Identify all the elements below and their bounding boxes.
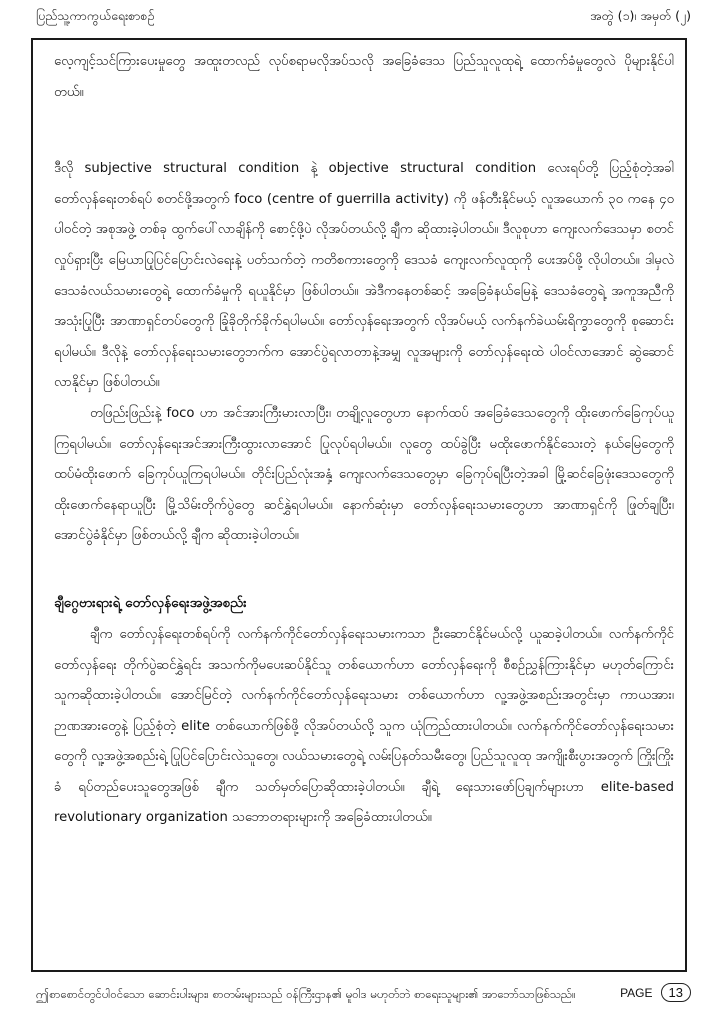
article-body [54,47,674,834]
page-header [36,6,691,32]
issue-number: အတွဲ (၁)၊ အမှတ် (၂) [589,8,691,23]
publication-title: ပြည်သူ့ကာကွယ်ရေးစာစဉ် [36,8,155,23]
disclaimer-note: ဤစာစောင်တွင်ပါဝင်သော ဆောင်းပါးများ၊ စာတမ်းများသည် ဝန်ကြီးဌာန၏ မူဝါဒ မဟုတ်ဘဲ စာရေးသူများ၏ အာဘော်သာဖြစ်သည်။ [36,987,576,1001]
page-footer [36,983,691,1007]
section-spacer [54,552,674,588]
paragraph-4: ချီက တော်လှန်ရေးတစ်ရပ်ကို လက်နက်ကိုင်တော်လှန်ရေးသမားကသာ ဦးဆောင်နိုင်မယ်လို့ ယူဆခဲ့ပါတယ်။ လက်နက်ကိုင်တော်လှန်ရေး တိုက်ပွဲဆင်နွှဲရင်း အသက်ကိုမပေးဆပ်နိုင်သူ တစ်ယောက်ဟာ တော်လှန်ရေးကို စီစဉ်ညွှန်ကြားနိုင်မှာ မဟုတ်ကြောင်း သူကဆိုထားခဲ့ပါတယ်။ အောင်မြင်တဲ့ လက်နက်ကိုင်တော်လှန်ရေးသမား တစ်ယောက်ဟာ လူ့အဖွဲ့အစည်းအတွင်းမှာ ကာယအား၊ ဉာဏအားတွေနဲ့ ပြည့်စုံတဲ့ elite တစ်ယောက်ဖြစ်ဖို့ လိုအပ်တယ်လို့ သူက ယုံကြည်ထားပါတယ်။ လက်နက်ကိုင်တော်လှန်ရေးသမားတွေကို လူ့အဖွဲ့အစည်းရဲ့ ပြုပြင်ပြောင်းလဲသူတွေ၊ လယ်သမားတွေရဲ့ လမ်းပြနတ်သမီးတွေ၊ ပြည်သူလူထု အကျိုးစီးပွားအတွက် ကြိုးကြိုးခံ ရပ်တည်ပေးသူတွေအဖြစ် ချီက သတ်မှတ်ပြောဆိုထားခဲ့ပါတယ်။ ချီရဲ့ ရေးသားဖော်ပြချက်များဟာ elite-based revolutionary organization သဘောတရားများကို အခြေခံထားပါတယ်။ [54,626,674,826]
paragraph-spacer [54,108,674,154]
paragraph-1: လေ့ကျင့်သင်ကြားပေးမှုတွေ အထူးတလည် လုပ်စရာမလိုအပ်သလို အခြေခံဒေသ ပြည်သူလူထုရဲ့ ထောက်ခံမှုတွေလဲ ပိုများနိုင်ပါတယ်။ [54,54,674,100]
section-heading: ချီဂွေဗားရားရဲ့ တော်လှန်ရေးအဖွဲ့အစည်း [54,594,247,611]
paragraph-3: တဖြည်းဖြည်းနဲ့ foco ဟာ အင်အားကြီးမားလာပြီး၊ တချို့လူတွေဟာ နောက်ထပ် အခြေခံဒေသတွေကို ထိုးဖောက်ခြေကုပ်ယူကြရပါမယ်။ တော်လှန်ရေးအင်အားကြီးထွားလာအောင် ပြုလုပ်ရပါမယ်။ လူတွေ ထပ်ခွဲပြီး မထိုးဖောက်နိုင်သေးတဲ့ နယ်မြေတွေကို ထပ်မံထိုးဖောက် ခြေကုပ်ယူကြရပါမယ်။ တိုင်းပြည်လုံးအနှံ့ ကျေးလက်ဒေသတွေမှာ ခြေကုပ်ရပြီးတဲ့အခါ မြို့ဆင်ခြေဖုံးဒေသတွေကို ထိုးဖောက်နေရာယူပြီး မြို့သိမ်းတိုက်ပွဲတွေ ဆင်နွှဲရပါမယ်။ နောက်ဆုံးမှာ တော်လှန်ရေးသမားတွေဟာ အာဏာရှင်ကို ဖြုတ်ချပြီး၊ အောင်ပွဲခံနိုင်မှာ ဖြစ်တယ်လို့ ချီက ဆိုထားခဲ့ပါတယ်။ [54,405,674,544]
paragraph-2: ဒီလို subjective structural condition နဲ့ objective structural condition လေးရပ်တို့ ပြည့်စုံတဲ့အခါ တော်လှန်ရေးတစ်ရပ် စတင်ဖို့အတွက် foco (centre of guerrilla activity) ကို ဖန်တီးနိုင်မယ့် လူအယောက် ၃၀ ကနေ ၄၀ ပါဝင်တဲ့ အစုအဖွဲ့ တစ်ခု ထွက်ပေါ်လာချိန်ကို စောင့်ဖို့ပဲ လိုအပ်တယ်လို့ ချီက ဆိုထားခဲ့ပါတယ်။ ဒီလူစုဟာ ကျေးလက်ဒေသမှာ စတင်လှုပ်ရှားပြီး မြေယာပြုပြင်ပြောင်းလဲရေးနဲ့ ပတ်သက်တဲ့ ကတိစကားတွေကို ဒေသခံ ကျေးလက်လူထုကို ပေးအပ်ဖို့ လိုပါတယ်။ ဒါမှလဲ ဒေသခံလယ်သမားတွေရဲ့ ထောက်ခံမှုကို ရယူနိုင်မှာ ဖြစ်ပါတယ်။ အဲဒီကနေတစ်ဆင့် အခြေခံနယ်မြေနဲ့ ဒေသခံတွေရဲ့ အကူအညီကို အသုံးပြုပြီး အာဏာရှင်တပ်တွေကို ခြုံခိုတိုက်ခိုက်ရပါမယ်။ တော်လှန်ရေးအတွက် လိုအပ်မယ့် လက်နက်ခဲယမ်းရိက္ခာတွေကို စုဆောင်းရပါမယ်။ ဒီလိုနဲ့ တော်လှန်ရေးသမားတွေဘက်က အောင်ပွဲရလာတာနဲ့အမျှ လူအများကို တော်လှန်ရေးထဲ ပါဝင်လာအောင် ဆွဲဆောင်လာနိုင်မှာ ဖြစ်ပါတယ်။ [54,161,674,391]
page-number: 13 [661,983,691,1002]
page-label: PAGE [620,985,653,1000]
page-indicator [620,983,691,1002]
